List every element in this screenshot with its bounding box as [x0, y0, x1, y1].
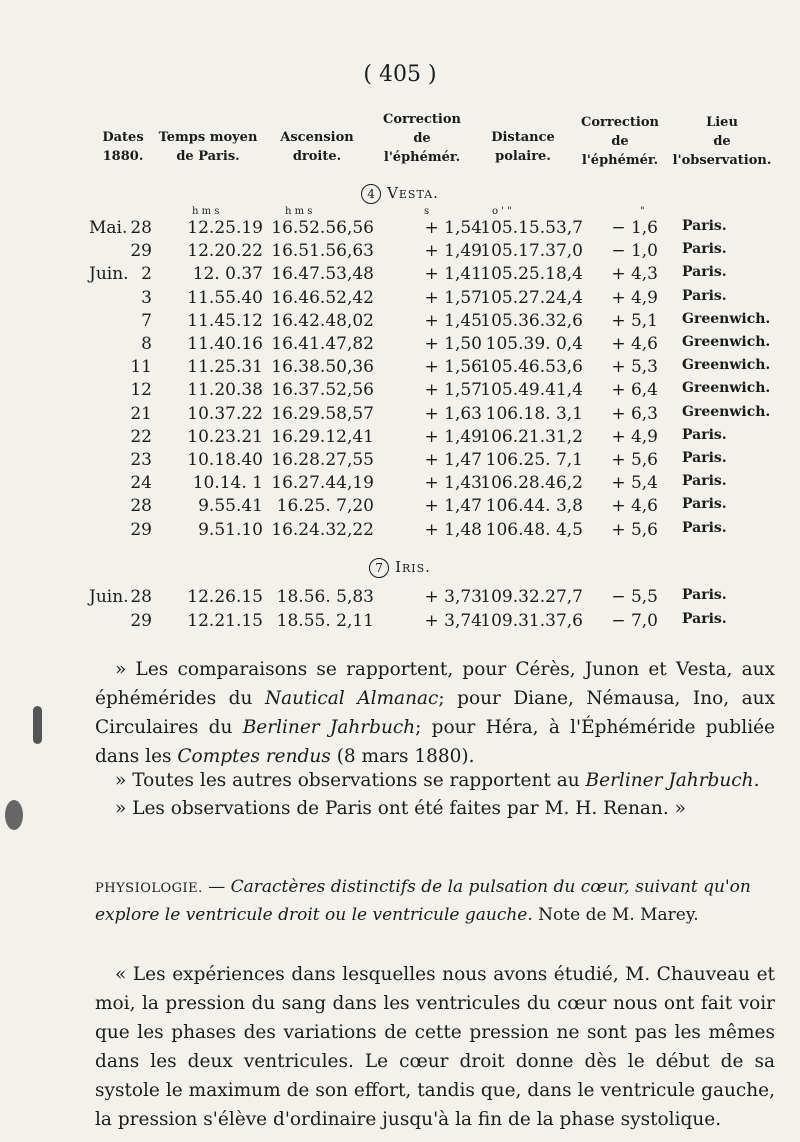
table-row — [0, 611, 800, 634]
cell-corr: + 1,63 — [424, 403, 482, 424]
cell-day: 29 — [130, 610, 152, 631]
header-correction-1: Correction de l'éphémér. — [383, 112, 461, 165]
table-row — [0, 288, 800, 311]
cell-lieu: Greenwich. — [682, 310, 771, 327]
cell-corr2: + 5,6 — [611, 450, 658, 470]
cell-dist: 106.21.31,2 — [480, 426, 583, 447]
cell-corr2: + 5,4 — [611, 473, 658, 494]
cell-corr2: + 6,3 — [611, 403, 658, 424]
cell-day: 3 — [141, 287, 152, 308]
cell-corr2: − 1,6 — [611, 218, 658, 238]
physiology-label: PHYSIOLOGIE. — [95, 881, 203, 896]
cell-month: Juin. — [89, 587, 129, 607]
cell-dist: 105.25.18,4 — [480, 264, 583, 285]
header-ascension: Ascension droite. — [280, 130, 354, 164]
cell-dist: 105.36.32,6 — [480, 310, 583, 331]
cell-dist: 105.15.53,7 — [480, 218, 583, 238]
table-row — [0, 380, 800, 403]
cell-corr: + 1,57 — [424, 380, 482, 401]
cell-corr2: + 4,9 — [611, 426, 658, 447]
cell-corr: + 1,48 — [424, 519, 482, 540]
cell-asc: 16.29.58,57 — [271, 403, 374, 424]
page-number: ( 405 ) — [363, 62, 437, 87]
cell-corr: + 1,49 — [424, 241, 482, 262]
table-row — [0, 496, 800, 519]
cell-asc: 16.27.44,19 — [271, 473, 374, 494]
cell-corr: + 1,54 — [424, 218, 482, 238]
header-lieu: Lieu de l'observation. — [672, 115, 772, 168]
section-vesta-heading — [0, 184, 800, 204]
cell-lieu: Paris. — [682, 426, 727, 443]
cell-asc: 16.52.56,56 — [271, 218, 374, 238]
table-row — [0, 450, 800, 473]
asteroid-number-vesta: 4 — [361, 184, 381, 204]
section-iris-heading — [0, 558, 800, 578]
cell-day: 11 — [130, 357, 152, 378]
cell-corr2: + 5,1 — [611, 310, 658, 331]
asteroid-number-iris: 7 — [369, 558, 389, 578]
cell-corr2: + 4,6 — [611, 496, 658, 517]
physiology-heading: PHYSIOLOGIE. — Caractères distinctifs de la pulsation du cœur, suivant qu'on explore le ventricule droit ou le ventricule gauche. Note de M. Marey. — [95, 877, 751, 925]
cell-corr2: + 5,3 — [611, 357, 658, 378]
cell-time: 9.55.41 — [198, 496, 263, 517]
cell-time: 11.40.16 — [187, 334, 263, 354]
table-row — [0, 357, 800, 380]
cell-day: 28 — [130, 587, 152, 607]
cell-day: 12 — [130, 380, 152, 401]
cell-corr: + 1,47 — [424, 496, 482, 517]
cell-lieu: Greenwich. — [682, 380, 771, 397]
cell-corr: + 1,45 — [424, 310, 482, 331]
cell-day: 29 — [130, 519, 152, 540]
cell-corr: + 1,57 — [424, 287, 482, 308]
cell-asc: 16.37.52,56 — [271, 380, 374, 401]
cell-dist: 106.25. 7,1 — [485, 450, 583, 470]
cell-dist: 105.46.53,6 — [480, 357, 583, 378]
physiology-title: Caractères distinctifs de la pulsation du cœur, suivant qu'on explore le ventricule droit ou le ventricule gauche. — [95, 877, 751, 925]
cell-time: 10.23.21 — [187, 426, 263, 447]
cell-time: 10.14. 1 — [192, 473, 263, 494]
cell-lieu: Paris. — [682, 587, 727, 603]
cell-time: 10.37.22 — [187, 403, 263, 424]
cell-dist: 106.44. 3,8 — [485, 496, 583, 517]
cell-lieu: Greenwich. — [682, 357, 771, 374]
cell-dist: 105.39. 0,4 — [485, 334, 583, 354]
cell-asc: 16.46.52,42 — [271, 287, 374, 308]
cell-lieu: Paris. — [682, 473, 727, 490]
margin-ink-mark — [5, 800, 23, 830]
cell-corr2: − 1,0 — [611, 241, 658, 262]
table-row — [0, 404, 800, 427]
cell-time: 11.55.40 — [187, 287, 263, 308]
physiology-note: Note de M. Marey. — [532, 905, 699, 925]
cell-dist: 109.32.27,7 — [480, 587, 583, 607]
cell-lieu: Paris. — [682, 496, 727, 513]
cell-day: 28 — [130, 496, 152, 517]
cell-dist: 105.49.41,4 — [480, 380, 583, 401]
cell-day: 28 — [130, 218, 152, 238]
cell-lieu: Paris. — [682, 241, 727, 258]
cell-time: 9.51.10 — [198, 519, 263, 540]
unit-corr2: " — [640, 206, 645, 217]
cell-asc: 16.41.47,82 — [271, 334, 374, 354]
cell-corr2: − 7,0 — [611, 610, 658, 631]
cell-day: 24 — [130, 473, 152, 494]
section-title-vesta: Vesta. — [387, 184, 439, 202]
cell-asc: 16.24.32,22 — [271, 519, 374, 540]
cell-lieu: Paris. — [682, 450, 727, 466]
cell-lieu: Paris. — [682, 264, 727, 281]
cell-corr: + 3,73 — [424, 587, 482, 607]
cell-asc: 16.29.12,41 — [271, 426, 374, 447]
cell-time: 12. 0.37 — [192, 264, 263, 285]
cell-corr: + 1,47 — [424, 450, 482, 470]
cell-day: 23 — [130, 450, 152, 470]
cell-corr2: + 4,6 — [611, 334, 658, 354]
cell-month: Mai. — [89, 218, 128, 238]
section-title-iris: Iris. — [395, 558, 431, 576]
cell-dist: 106.28.46,2 — [480, 473, 583, 494]
cell-time: 11.45.12 — [187, 310, 263, 331]
cell-lieu: Greenwich. — [682, 334, 771, 350]
cell-corr: + 1,41 — [424, 264, 482, 285]
paragraph-other-observations: » Toutes les autres observations se rapportent au Berliner Jahrbuch. — [115, 770, 760, 791]
cell-asc: 16.25. 7,20 — [276, 496, 374, 517]
paragraph-comparisons: » Les comparaisons se rapportent, pour Cérès, Junon et Vesta, aux éphémérides du Nautical Almanac; pour Diane, Némausa, Ino, aux Circulaires du Berliner Jahrbuch; pour Héra, à l'Éphéméride publiée dans les Comptes rendus (8 mars 1880). — [95, 659, 776, 767]
cell-lieu: Paris. — [682, 610, 727, 627]
cell-dist: 106.18. 3,1 — [485, 403, 583, 424]
cell-corr: + 1,50 — [424, 334, 482, 354]
table-row — [0, 427, 800, 450]
cell-day: 29 — [130, 241, 152, 262]
cell-asc: 18.55. 2,11 — [276, 610, 374, 631]
margin-ink-mark — [33, 706, 42, 744]
cell-corr: + 3,74 — [424, 610, 482, 631]
cell-day: 21 — [130, 403, 152, 424]
cell-day: 22 — [130, 426, 152, 447]
paragraph-experiences: « Les expériences dans lesquelles nous avons étudié, M. Chauveau et moi, la pression du sang dans les ventricules du cœur nous ont fait voir que les phases des variations de cette pression ne sont pas les mêmes dans les deux ventricules. Le cœur droit donne dès le début de sa systole le maximum de son effort, tandis que, dans le ventricule gauche, la pression s'élève d'ordinaire jusqu'à la fin de la phase systolique. — [95, 964, 775, 1130]
table-row — [0, 520, 800, 543]
cell-corr2: + 6,4 — [611, 380, 658, 401]
cell-corr: + 1,56 — [424, 357, 482, 378]
header-temps: Temps moyen de Paris. — [158, 130, 258, 164]
cell-lieu: Paris. — [682, 519, 727, 536]
cell-time: 12.20.22 — [187, 241, 263, 262]
cell-asc: 16.28.27,55 — [271, 450, 374, 470]
cell-time: 12.25.19 — [187, 218, 263, 238]
paragraph-paris-observations: » Les observations de Paris ont été faites par M. H. Renan. » — [115, 798, 686, 819]
unit-dist: o ' " — [492, 206, 512, 217]
cell-asc: 16.42.48,02 — [271, 310, 374, 331]
cell-corr: + 1,43 — [424, 473, 482, 494]
cell-lieu: Paris. — [682, 218, 727, 234]
cell-month: Juin. — [89, 264, 129, 285]
table-row — [0, 473, 800, 496]
cell-day: 7 — [141, 310, 152, 331]
header-correction-2: Correction de l'éphémér. — [581, 115, 659, 168]
table-row — [0, 218, 800, 241]
cell-time: 11.20.38 — [187, 380, 263, 401]
cell-time: 12.26.15 — [187, 587, 263, 607]
cell-asc: 16.47.53,48 — [271, 264, 374, 285]
cell-lieu: Paris. — [682, 287, 727, 304]
cell-day: 8 — [141, 334, 152, 354]
cell-corr2: + 4,3 — [611, 264, 658, 285]
header-distance: Distance polaire. — [491, 130, 555, 164]
table-row — [0, 334, 800, 357]
cell-asc: 16.38.50,36 — [271, 357, 374, 378]
cell-asc: 18.56. 5,83 — [276, 587, 374, 607]
cell-dist: 105.17.37,0 — [480, 241, 583, 262]
cell-dist: 106.48. 4,5 — [485, 519, 583, 540]
table-row — [0, 264, 800, 287]
table-row — [0, 311, 800, 334]
cell-corr2: + 4,9 — [611, 287, 658, 308]
cell-dist: 105.27.24,4 — [480, 287, 583, 308]
unit-asc: h m s — [285, 206, 313, 217]
cell-corr2: + 5,6 — [611, 519, 658, 540]
cell-day: 2 — [141, 264, 152, 285]
cell-lieu: Greenwich. — [682, 403, 771, 420]
cell-corr: + 1,49 — [424, 426, 482, 447]
cell-time: 10.18.40 — [187, 450, 263, 470]
cell-asc: 16.51.56,63 — [271, 241, 374, 262]
unit-time: h m s — [192, 206, 220, 217]
unit-corr: s — [424, 206, 430, 217]
cell-corr2: − 5,5 — [611, 587, 658, 607]
cell-time: 11.25.31 — [187, 357, 263, 378]
cell-time: 12.21.15 — [187, 610, 263, 631]
header-dates: Dates 1880. — [102, 130, 144, 164]
table-row — [0, 241, 800, 264]
table-row — [0, 587, 800, 610]
cell-dist: 109.31.37,6 — [480, 610, 583, 631]
